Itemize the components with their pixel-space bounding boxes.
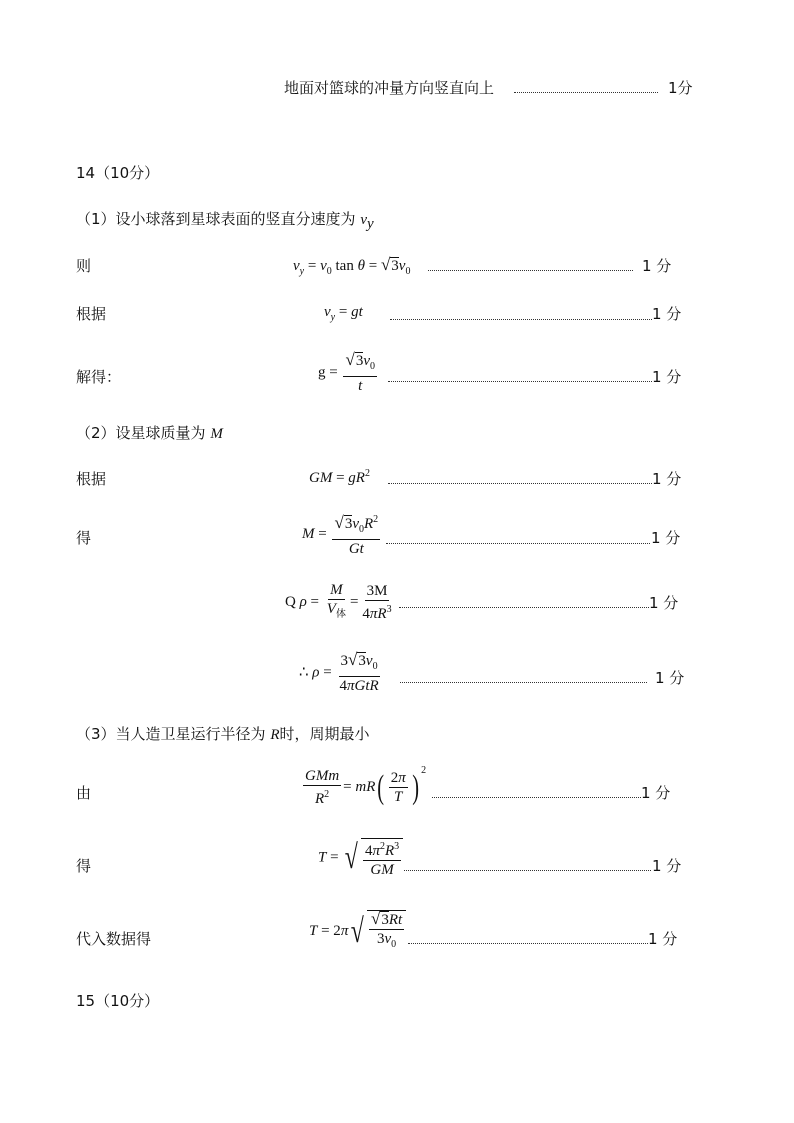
step-label: 根据 [76, 305, 107, 323]
dotted-leader [400, 682, 647, 683]
score-label: 1 分 [651, 529, 681, 547]
step-label: 则 [76, 257, 92, 275]
equation-gravity-centripetal: $\frac{\text{GMm}}{R^2}$ = mR( $\frac{2\pi}{T}$ ) $^2$ [305, 765, 427, 808]
step-label: 得 [76, 857, 92, 875]
dotted-leader [388, 483, 652, 484]
question-title-15: 15（10分） [76, 992, 160, 1010]
dotted-leader [404, 870, 651, 871]
score-label: 1 分 [649, 594, 679, 612]
step-label: 由 [76, 784, 92, 802]
part1-intro: （1）设小球落到星球表面的竖直分速度为 $v_y$ [76, 210, 374, 232]
equation-gm: GM = $gR^2$ [309, 468, 370, 486]
dotted-leader [388, 381, 652, 382]
equation-g: g = $\frac{√3v_0}{t}$ [318, 350, 375, 394]
equation-mass: M = $\frac{√3v_0R^2}{Gt}$ [302, 513, 379, 557]
question-title-14: 14（10分） [76, 164, 160, 182]
dotted-leader [514, 92, 658, 93]
score-label: 1 分 [652, 857, 682, 875]
equation-density-result: ∴ ρ = $\frac{3√3v_0}{\text{4πGtR}}$ [299, 650, 379, 694]
score-label: 1 分 [648, 930, 678, 948]
step-label: 解得： [76, 368, 122, 386]
dotted-leader [399, 607, 649, 608]
step-label: 得 [76, 529, 92, 547]
equation-vy-gt: $v_y$ = gt [324, 304, 363, 323]
score-label: 1 分 [652, 368, 682, 386]
dotted-leader [432, 797, 641, 798]
dotted-leader [408, 943, 648, 944]
dotted-leader [428, 270, 633, 271]
dotted-leader [390, 319, 652, 320]
score-label: 1分 [668, 79, 693, 97]
equation-vy-tan: $v_y = v_0$ $\tan \theta = √3v_0$ [293, 255, 411, 277]
equation-period-numeric: T = 2π √ $\frac{√3Rt}{3v_0}$ [309, 910, 406, 953]
equation-density-def: Q ρ = $\frac{M}{V_体}$ = $\frac{3M}{4\pi R^3}$ [285, 582, 392, 622]
step-label: 代入数据得 [76, 930, 152, 948]
score-label: 1 分 [642, 257, 672, 275]
step-label: 根据 [76, 470, 107, 488]
dotted-leader [386, 543, 650, 544]
score-label: 1 分 [655, 669, 685, 687]
score-label: 1 分 [652, 470, 682, 488]
score-label: 1 分 [641, 784, 671, 802]
header-statement: 地面对篮球的冲量方向竖直向上 [284, 79, 495, 97]
part3-intro: （3）当人造卫星运行半径为 R时，周期最小 [76, 725, 370, 743]
equation-period: T = √ $\frac{4\pi^2R^3}{GM}$ [318, 838, 403, 878]
part2-intro: （2）设星球质量为 M [76, 424, 223, 442]
score-label: 1 分 [652, 305, 682, 323]
